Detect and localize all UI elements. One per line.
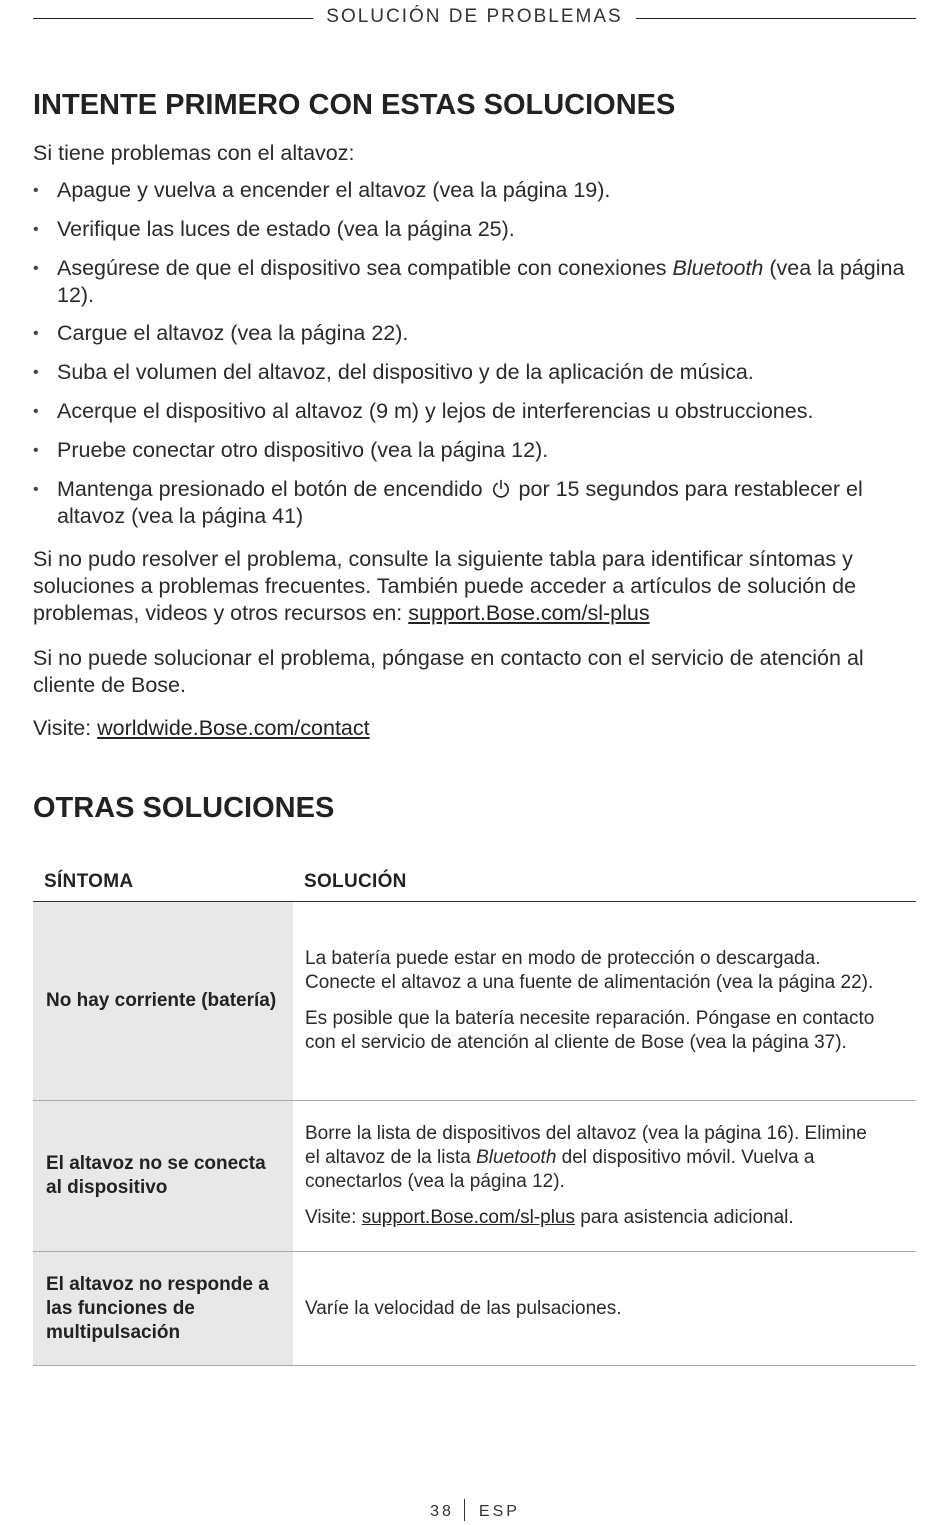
column-header-solution: SOLUCIÓN (304, 871, 407, 892)
list-item (33, 476, 916, 530)
solution-text-part: para asistencia adicional. (575, 1207, 794, 1228)
solution-text: La batería puede estar en modo de protección o descargada. Conecte el altavoz a una fuente de alimentación (vea la página 22). (305, 948, 874, 993)
section-heading-primary: INTENTE PRIMERO CON ESTAS SOLUCIONES (33, 89, 676, 121)
solution-cell (293, 1101, 916, 1251)
list-item: • Cargue el altavoz (vea la página 22). (33, 320, 916, 347)
support-link[interactable]: support.Bose.com/sl-plus (408, 601, 650, 625)
power-icon (491, 479, 511, 499)
list-item: • Suba el volumen del altavoz, del dispositivo y de la aplicación de música. (33, 359, 916, 386)
symptom-cell: El altavoz no se conecta al dispositivo (33, 1101, 293, 1251)
contact-paragraph: Si no puede solucionar el problema, póngase en contacto con el servicio de atención al cliente de Bose. (33, 646, 864, 697)
solution-text-part: Borre la lista de dispositivos del altavoz (vea la página 16). Elimine el altavoz de la lista (305, 1123, 867, 1168)
solution-cell (293, 902, 916, 1100)
table-row (33, 902, 916, 1101)
table-row (33, 1252, 916, 1366)
solution-text (305, 1122, 876, 1194)
symptom-cell: No hay corriente (batería) (33, 902, 293, 1100)
intro-text: Si tiene problemas con el altavoz: (33, 141, 355, 165)
resources-text: Si no pudo resolver el problema, consulte la siguiente tabla para identificar síntomas y soluciones a problemas frecuentes. También puede acceder a artículos de solución de problemas, videos y otros recursos en: (33, 547, 857, 625)
support-link[interactable]: support.Bose.com/sl-plus (361, 1207, 576, 1228)
resources-paragraph (33, 546, 916, 627)
page-number: 38 (430, 1503, 454, 1520)
symptom-cell: El altavoz no responde a las funciones de multipulsación (33, 1252, 293, 1365)
solution-text-part: del dispositivo móvil. Vuelva a conectarlos (vea la página 12). (305, 1147, 815, 1192)
visit-label: Visite: (33, 716, 98, 740)
solution-text: Varíe la velocidad de las pulsaciones. (305, 1297, 622, 1319)
column-header-symptom: SÍNTOMA (44, 871, 134, 892)
table-row (33, 1101, 916, 1252)
bullet-text: (vea la página 12). (57, 255, 905, 307)
visit-paragraph (33, 715, 916, 742)
page-footer (0, 1499, 950, 1521)
bullet-text: Asegúrese de que el dispositivo sea compatible con conexiones (57, 255, 673, 280)
contact-link[interactable]: worldwide.Bose.com/contact (97, 716, 370, 740)
list-item: • Apague y vuelva a encender el altavoz (vea la página 19). (33, 177, 916, 204)
header-title: SOLUCIÓN DE PROBLEMAS (326, 6, 623, 27)
language-code: ESP (478, 1503, 520, 1520)
solution-text (305, 1206, 876, 1230)
footer-divider (464, 1499, 465, 1521)
solution-text: Es posible que la batería necesite reparación. Póngase en contacto con el servicio de atención al cliente de Bose (vea la página 37). (305, 1008, 875, 1053)
header-rule-right (636, 18, 916, 19)
list-item: • Verifique las luces de estado (vea la página 25). (33, 216, 916, 243)
solution-cell (293, 1252, 916, 1365)
section-heading-other: OTRAS SOLUCIONES (33, 792, 335, 824)
bullet-text: por 15 segundos para restablecer el altavoz (vea la página 41) (57, 476, 863, 528)
solutions-table (33, 862, 916, 1366)
list-item (33, 255, 916, 309)
bullet-list (33, 177, 916, 541)
table-header (33, 862, 916, 902)
page-header (33, 6, 916, 32)
bluetooth-term: Bluetooth (476, 1147, 557, 1168)
bluetooth-term: Bluetooth (672, 255, 764, 280)
list-item: • Acerque el dispositivo al altavoz (9 m) y lejos de interferencias u obstrucciones. (33, 398, 916, 425)
list-item: • Pruebe conectar otro dispositivo (vea la página 12). (33, 437, 916, 464)
visit-label: Visite: (305, 1207, 362, 1228)
bullet-text: Mantenga presionado el botón de encendido (57, 476, 483, 501)
